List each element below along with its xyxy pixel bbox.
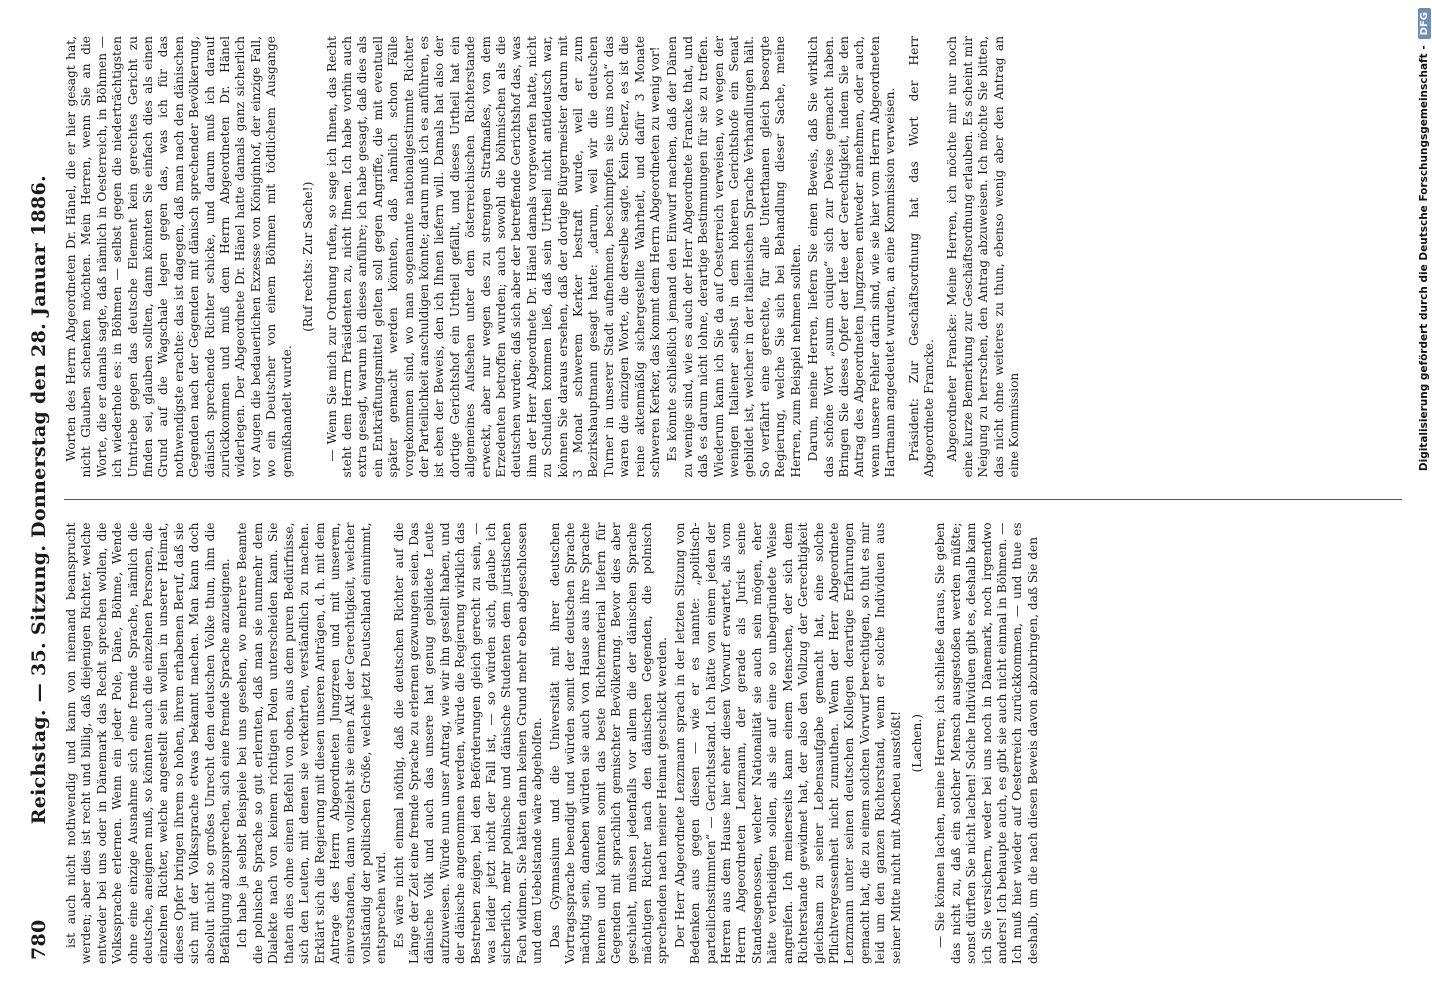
interjection: (Ruf rechts: Zur Sache!) bbox=[301, 181, 316, 332]
column-divider bbox=[64, 500, 1402, 501]
paragraph: Ich habe ja selbst Beispiele bei uns gesehen, wo mehrere Beamte die polnische Sprache so gut erlernten, daß man sie nunmehr dem Dialekte nach von keinem richtigen Polen unterscheiden kann. Sie thaten dies ohne einen Befehl von oben, aus dem puren Bedürfnisse, sich den Leuten, mit denen sie verkehrten, verständlich zu machen. Erklärt sich die Regierung mit diesen unseren Anträgen, d. h. mit dem Antrage des Herrn Abgeordneten Jungzreen und mit unserem, einverstanden, dann vollzieht sie einen Akt der Gerechtigkeit, welcher vollständig der politischen Größe, welche jetzt Deutschland einnimmt, entsprechen wird. bbox=[235, 522, 389, 964]
right-column bbox=[64, 36, 1402, 478]
paragraph: — Sie können lachen, meine Herren; ich schließe daraus, Sie geben das nicht zu, daß ein solcher Mensch ausgestoßen werden müßte; sonst dürften Sie nicht lachen! Solche Individuen gibt es, deshalb kann ich Sie versichern, weder bei uns noch in Dänemark, noch irgendwo anders! Ich behaupte auch, es gibt sie auch nicht einmal in Böhmen. — Ich muß hier wieder auf Oesterreich zurückkommen, — und thue es deshalb, um die nach diesen Beweis davon abzubringen, daß Sie den bbox=[933, 522, 1040, 964]
paragraph: Das Gymnasium und die Universität mit ihrer deutschen Vortragssprache beendigt und würden somit der deutschen Sprache mächtig sein, daneben würden sie auch von Hause aus ihre Sprache kennen und könnten somit das beste Richtermaterial liefern für Gegenden mit sprachlich gemischter Bevölkerung. Bevor dies aber geschieht, müssen jedenfalls vor allem die der dänischen Sprache mächtigen Richter nach den dänischen Gegenden, die polnisch sprechenden nach meiner Heimat geschickt werden. bbox=[547, 522, 670, 964]
paragraph: — Wenn Sie mich zur Ordnung rufen, so sage ich Ihnen, das Recht steht dem Herrn Präsidenten zu, nicht Ihnen. Ich habe vorhin auch extra gesagt, warum ich dieses anführe; ich habe gesagt, daß dies als ein Entkräftungsmittel gelten soll gegen Angriffe, die mit eventuell später gemacht werden könnten, daß nämlich schon Fälle vorgekommen sind, wo man sogenannte nationalgestimmte Richter der Parteilichkeit anschuldigen könnte; darum muß ich es anführen, es ist eben der Beweis, den ich Ihnen liefern will. Damals hat also der dortige Gerichtshof ein Urtheil gefällt, und dieses Urtheil hat ein allgemeines Aufsehen unter dem österreichischen Richterstande erweckt, aber nur wegen des zu strengen Strafmaßes, von dem Erzedenten betroffen wurden; auch sowohl die böhmischen als die deutschen wurden; daß sich aber der betreffende Gerichtshof das, was ihm der Herr Abgeordnete Dr. Hänel damals vorgeworfen hatte, nicht zu Schulden kommen ließ, daß sein Urtheil nicht antideutsch war, können Sie daraus ersehen, daß der dortige Bürgermeister darum mit 3 Monat schwerem Kerker bestraft wurde, weil er zum Bezirkshauptmann gesagt hatte: „darum, weil wir die deutschen Turner in unserer Stadt aufnehmen, beschimpfen sie uns noch“ das waren die einzigen Worte, die derselbe sagte. Kein Scherz, es ist die reine aktenmäßig sichergestellte Wahrheit, und dafür 3 Monate schweren Kerker, das kommt dem Herrn Abgeordneten zu wenig vor! bbox=[324, 36, 663, 478]
paragraph: Der Herr Abgeordnete Lenzmann sprach in der letzten Sitzung von Bedenken aus gegen diesen — wie er es nannte: „politisch-parteilichsstimmten“ — Gerichtsstand. Ich hätte von einem jeden der Herren aus dem Hause hier eher diesen Vorwurf erwartet, als vom Herrn Abgeordneten Lenzmann, der gerade als Jurist seine Standesgenossen, welcher Nationalität sie auch sein mögen, eher hätte vertheidigen sollen, als sie auf eine so unbegründete Weise angreifen. Ich meinerseits kann einem Menschen, der sich dem Richterstande gewidmet hat, der also den Vollzug der Gerechtigkeit gleichsam zu seiner Lebensaufgabe gemacht hat, eine solche Pflichtvergessenheit nicht zumuthen. Wenn der Herr Abgeordnete Lenzmann unter seinen deutschen Kollegen derartige Erfahrungen gemacht hat, die zu einem solchen Vorwurf berechtigen, so thut es mir leid um den ganzen Richterstand, wenn er solche Individuen aus seiner Mitte nicht mit Abscheu ausstößt! bbox=[672, 522, 903, 964]
speaker-statement: Abgeordneter Francke: Meine Herren, ich möchte mir nur noch eine kurze Bemerkung zur Geschäftsordnung erlauben. Es scheint mir Neigung zu herrschen, den Antrag abzuweisen. Ich möchte Sie bitten, das nicht ohne weiteres zu thun, ebenso wenig aber den Antrag an eine Kommission bbox=[945, 36, 1021, 478]
page-title: Reichstag. — 35. Sitzung. Donnerstag den 28. Januar 1886. bbox=[28, 175, 50, 825]
text-columns bbox=[64, 36, 1402, 964]
digitization-strip bbox=[1410, 0, 1432, 1000]
paragraph: Darum, meine Herren, liefern Sie einen Beweis, daß Sie wirklich das schöne Wort „suum cuique“ sich zur Devise gemacht haben. Bringen Sie dieses Opfer der Idee der Gerechtigkeit, indem Sie den Antrag des Abgeordneten Jungzreen entweder annehmen, oder auch, wenn unsere Fehler darin sind, wie sie hier vom Herrn Abgeordneten Hartmann angedeutet wurden, an eine Kommission verweisen. bbox=[806, 36, 898, 478]
dfg-logo: DFG bbox=[1418, 8, 1431, 39]
paragraph: Worten des Herrn Abgeordneten Dr. Hänel, die er hier gesagt hat, nicht Glauben schenken möchten. Mein Herren, wenn Sie an die Worte, die er damals sagte, daß nämlich in Oesterreich, in Böhmen — ich wiederhole es: in Böhmen — selbst gegen die niederträchtigsten Umtriebe gegen das deutsche Element kein gerechtes Gericht zu finden sei, glauben sollten, dann könnten Sie einfach dies als einen Grund auf die Wagschale legen gegen das, was ich für das nothwendigste erachte: das ist dagegen, daß man nach den dänischen Gegenden nach der Gegenden mit dänisch sprechender Bevölkerung, dänisch sprechende Richter schicke, und darum muß ich darauf zurückkommen und muß dem Herrn Abgeordneten Dr. Hänel widerlegen. Der Abgeordnete Dr. Hänel hatte damals ganz sicherlich vor Augen die bedauerlichen Exzesse von Königinhof, der einzige Fall, wo ein Deutscher von einem Böhmen mit tödtlichem Ausgange gemißhandelt wurde. bbox=[64, 36, 294, 478]
page-number: 780 bbox=[28, 919, 50, 960]
president-statement: Präsident: Zur Geschäftsordnung hat das Wort der Herr Abgeordnete Francke. bbox=[906, 36, 936, 478]
paragraph: Es könnte schließlich jemand den Einwurf machen, daß der Dänen zu wenige sind, wie es auch der Herr Abgeordnete Francke that, und daß es darum nicht lohne, derartige Bestimmungen für sie zu treffen. Wiederum kann ich Sie da auf Oesterreich verweisen, wo wegen der wenigen Italiener selbst in dem höheren Gerichtshofe ein Senat gebildet ist, welcher in der italienischen Sprache Verhandlungen hält. So verfährt eine gerechte, für alle Unterthanen gleich besorgte Regierung, welche Sie sich bei Behandlung dieser Sache, meine Herren, zum Beispiel nehmen sollten. bbox=[665, 36, 803, 478]
left-column bbox=[64, 523, 1402, 965]
digitization-note: Digitalisierung gefördert durch die Deutsche Forschungsgemeinschaft - bbox=[1418, 45, 1430, 472]
paragraph: ist auch nicht nothwendig und kann von niemand beansprucht werden; aber dies ist recht und billig, daß diejenigen Richter, welche entweder bei uns oder in Dänemark das Recht sprechen wollen, die Volkssprache erlernen. Wenn ein jeder Pole, Däne, Böhme, Wende ohne eine einzige Ausnahme sich eine fremde Sprache, nämlich die deutsche, aneignen muß, so könnten auch die einzelnen Personen, die einzelnen Richter, welche angestellt sein wollen in unserer Heimat, dieses Opfer bringen ihrem so hohen, ihrem erhabenen Beruf, daß sie sich mit der Volkssprache etwas bekannt machen. Man kann doch absolut nicht so großes Unrecht dem deutschen Volke thun, ihm die Befähigung abzusprechen, sich eine fremde Sprache anzueignen. bbox=[64, 522, 233, 964]
page-header bbox=[28, 40, 58, 960]
interjection: (Lachen.) bbox=[909, 714, 924, 773]
paragraph: Es wäre nicht einmal nöthig, daß die deutschen Richter auf die Länge der Zeit eine fremde Sprache zu erlernen gezwungen seien. Das dänische Volk und auch das unsere hat genug gebildete Leute aufzuweisen. Würde nun unser Antrag, wie wir ihn gestellt haben, und der dänische angenommen werden, würde die Regierung wirklich das Bestreben zeigen, bei den Beförderungen gleich gerecht zu sein, — was leider jetzt nicht der Fall ist, — so würden sich, glaube ich sicherlich, mehr polnische und dänische Studenten dem juristischen Fach widmen. Sie hätten dann keinen Grund mehr eben abgeschlossen und dem Uebelstande wäre abgeholfen. bbox=[391, 522, 545, 964]
